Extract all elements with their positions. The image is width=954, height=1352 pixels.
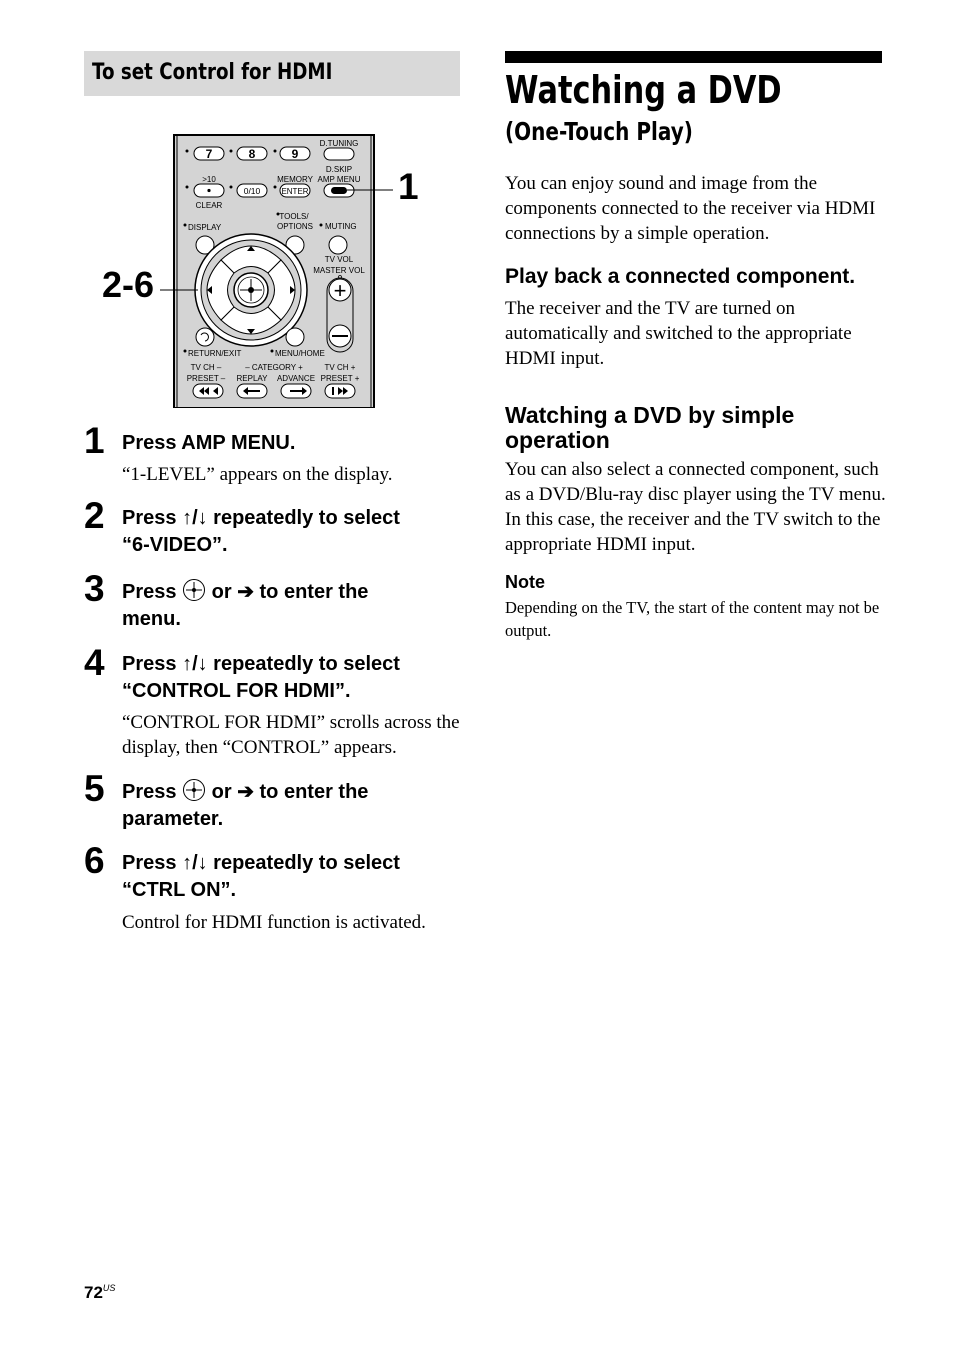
tv-ch-minus-label: TV CH – [190,363,222,372]
note-heading: Note [505,572,545,592]
svg-text:+: + [333,278,347,303]
section-banner [84,51,460,96]
muting-label: MUTING [325,222,357,231]
step-number: 5 [84,768,105,809]
step-description: “CONTROL FOR HDMI” scrolls across the display, then “CONTROL” appears. [122,712,460,758]
d-tuning-label: D.TUNING [319,139,359,148]
key-7-label: 7 [205,147,213,161]
enter-icon [182,778,206,802]
step-number: 3 [84,568,105,609]
d-skip-label: D.SKIP [325,165,353,174]
advance-label: ADVANCE [276,374,316,383]
step-title: Press AMP MENU. [122,432,296,454]
key-9-label: 9 [291,147,299,161]
right-arrow-icon: ➔ [237,581,254,603]
d-tuning-button[interactable] [324,148,354,160]
up-down-arrows-icon: ↑/↓ [182,852,208,874]
preset-plus-label: PRESET + [320,374,360,383]
step-title: Press ↑/↓ repeatedly to select “6-VIDEO”. [122,507,400,556]
step-title: Press or ➔ to enter the menu. [122,578,462,633]
amp-menu-label: AMP MENU [317,175,361,184]
page-subtitle: (One-Touch Play) [505,117,693,146]
callout-1: 1 [398,166,419,207]
section-heading: Play back a connected component. [505,265,856,288]
enter-label: ENTER [281,187,309,196]
return-exit-button[interactable] [196,328,214,346]
preset-minus-label: PRESET – [186,374,226,383]
callout-2-6: 2-6 [102,264,155,305]
section-heading: Watching a DVD by simple operation [505,402,795,453]
section-paragraph: You can also select a connected component, such as a DVD/Blu-ray disc player using the TV menu. In this case, the receiver and the TV switch to the appropriate HDMI input. [505,459,886,555]
step-number: 6 [84,840,105,881]
page-title: Watching a DVD [505,68,782,112]
section-paragraph: The receiver and the TV are turned on automatically and switched to the appropriate HDMI input. [505,298,852,369]
note-text: Depending on the TV, the start of the content may not be output. [505,598,880,640]
tv-ch-plus-label: TV CH + [324,363,356,372]
menu-home-label: MENU/HOME [275,349,325,358]
up-down-arrows-icon: ↑/↓ [182,653,208,675]
ten-plus-label: >10 [202,175,216,184]
step-title: Press ↑/↓ repeatedly to select “CONTROL FOR HDMI”. [122,653,400,702]
step-title: Press or ➔ to enter the parameter. [122,778,462,833]
return-exit-label: RETURN/EXIT [188,349,242,358]
right-arrow-icon: ➔ [237,781,254,803]
step-number: 4 [84,642,105,683]
enter-icon [182,578,206,602]
category-label: – CATEGORY + [245,363,303,372]
memory-label: MEMORY [277,175,313,184]
muting-button[interactable] [329,236,347,254]
step-title: Press ↑/↓ repeatedly to select “CTRL ON”. [122,852,400,901]
replay-label: REPLAY [236,374,268,383]
tv-vol-label: TV VOL [324,255,354,264]
step-description: “1-LEVEL” appears on the display. [122,464,393,485]
tools-label: TOOLS/ [279,212,309,221]
up-down-arrows-icon: ↑/↓ [182,507,208,529]
key-0-10-label: 0/10 [243,186,261,196]
step-description: Control for HDMI function is activated. [122,912,426,933]
intro-paragraph: You can enjoy sound and image from the components connected to the receiver via HDMI connections by a simple operation. [505,173,876,244]
menu-home-button[interactable] [286,328,304,346]
step-number: 2 [84,495,105,536]
title-rule [505,51,882,63]
key-8-label: 8 [248,147,256,161]
master-vol-label: MASTER VOL [313,266,365,275]
display-label: DISPLAY [188,223,222,232]
step-number: 1 [84,420,105,461]
page-number: $72^{US}$ [84,1283,116,1302]
clear-label: CLEAR [195,201,223,210]
remote-control-illustration [100,132,440,408]
section-title: To set Control for HDMI [92,60,333,85]
options-label: OPTIONS [276,222,314,231]
